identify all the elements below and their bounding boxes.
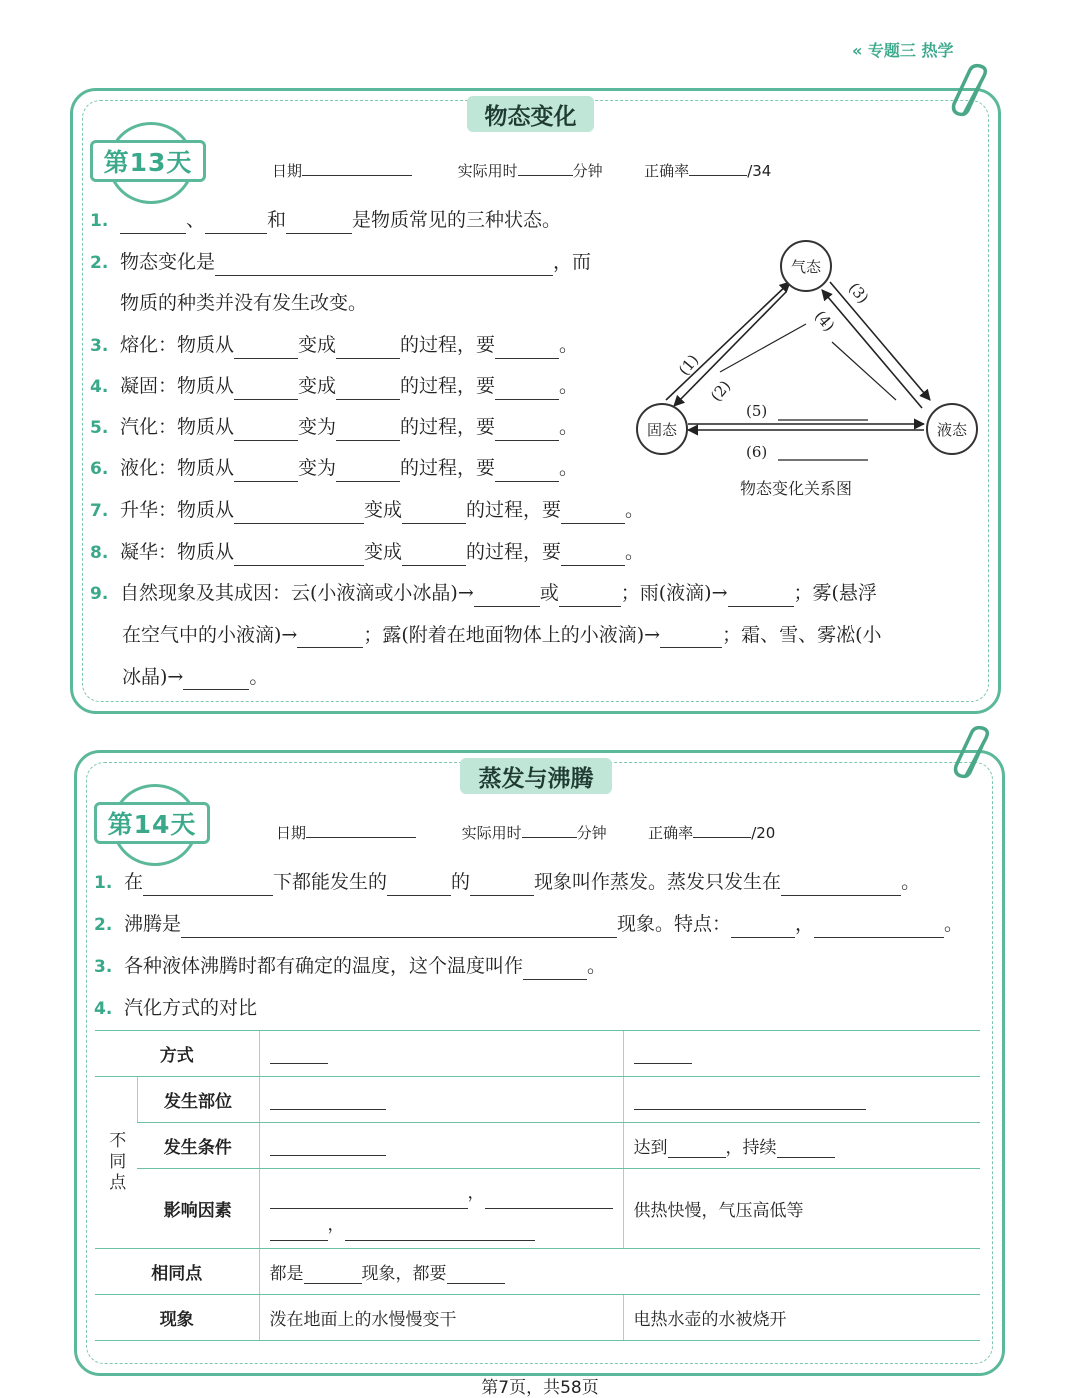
day13-question-4 [90, 373, 578, 400]
day13-time-unit: 分钟 [572, 162, 603, 180]
row-label-factors: 影响因素 [137, 1169, 259, 1249]
answer-blank[interactable] [561, 545, 625, 566]
row-label-same: 相同点 [95, 1249, 259, 1295]
question-text: 的过程，要 [400, 375, 496, 397]
question-number: 1. [90, 211, 109, 231]
group-label-differences [95, 1077, 137, 1249]
answer-blank[interactable] [777, 1139, 835, 1158]
table-row [95, 1295, 980, 1341]
question-text: 的过程，要 [400, 334, 496, 356]
day14-badge-label: 第14天 [94, 802, 210, 844]
question-text: 下都能发生的 [273, 871, 388, 893]
question-text: 的 [451, 871, 471, 893]
day13-question-3 [90, 332, 578, 359]
day13-question-9-line2 [122, 622, 882, 648]
answer-blank[interactable] [215, 255, 553, 276]
question-text: 变为 [298, 457, 337, 479]
day13-date-blank[interactable] [302, 160, 412, 176]
answer-blank[interactable] [559, 586, 621, 607]
question-text: 的过程，要 [400, 457, 496, 479]
table-cell: 供热快慢，气压高低等 [623, 1169, 980, 1249]
day14-accuracy-total: /20 [751, 824, 776, 842]
group-label-text: 不同点 [105, 1131, 126, 1194]
question-text: 的过程，要 [466, 541, 562, 563]
answer-blank[interactable] [336, 338, 400, 359]
row-label-condition: 发生条件 [137, 1123, 259, 1169]
day14-title: 蒸发与沸腾 [460, 758, 612, 794]
answer-blank[interactable] [447, 1265, 505, 1284]
answer-blank[interactable] [205, 213, 267, 234]
question-text: 在 [124, 871, 144, 893]
answer-blank[interactable] [297, 627, 363, 648]
answer-blank[interactable] [270, 1137, 386, 1156]
question-number: 3. [94, 957, 113, 977]
arrow-label-5: (5) [746, 402, 768, 420]
answer-blank[interactable] [270, 1045, 328, 1064]
phase-change-diagram [628, 240, 978, 510]
question-text: 各种液体沸腾时都有确定的温度，这个温度叫作 [124, 955, 524, 977]
answer-blank[interactable] [234, 545, 364, 566]
question-text: 。 [559, 334, 579, 356]
question-text: 。 [944, 913, 964, 935]
question-number: 8. [90, 543, 109, 563]
answer-blank[interactable] [286, 213, 352, 234]
answer-blank[interactable] [728, 586, 794, 607]
table-row [95, 1031, 980, 1077]
header-topic: « 专题三 热学 [852, 41, 954, 60]
node-liquid: 液态 [926, 403, 978, 455]
question-text: 现象叫作蒸发。蒸发只发生在 [534, 871, 782, 893]
day13-date-label: 日期 [272, 162, 303, 180]
question-text: ；雾(悬浮 [793, 582, 877, 604]
question-number: 5. [90, 418, 109, 438]
node-gas: 气态 [780, 240, 832, 292]
answer-blank[interactable] [495, 461, 559, 482]
answer-blank[interactable] [336, 420, 400, 441]
question-text: 。 [249, 666, 269, 688]
question-text: 沸腾是 [124, 913, 182, 935]
answer-blank[interactable] [270, 1091, 386, 1110]
table-row [95, 1169, 980, 1249]
question-text: 汽化：物质从 [120, 416, 235, 438]
answer-blank[interactable] [270, 1190, 468, 1209]
answer-blank[interactable] [470, 875, 534, 896]
day13-badge-label: 第13天 [90, 140, 206, 182]
answer-blank[interactable] [731, 917, 795, 938]
question-text: ， [795, 913, 815, 935]
answer-blank[interactable] [814, 917, 944, 938]
day14-time-unit: 分钟 [576, 824, 607, 842]
row-label-location: 发生部位 [137, 1077, 259, 1123]
answer-blank[interactable] [181, 917, 617, 938]
question-text: 。 [625, 499, 645, 521]
answer-blank[interactable] [234, 420, 298, 441]
answer-blank[interactable] [474, 586, 540, 607]
day13-time-label: 实际用时 [457, 162, 518, 180]
answer-blank[interactable] [660, 627, 722, 648]
day14-badge [94, 786, 212, 858]
day13-question-2 [90, 249, 591, 276]
answer-blank[interactable] [781, 875, 901, 896]
question-text: 。 [587, 955, 607, 977]
day14-date-label: 日期 [276, 824, 307, 842]
cell-text: ，持续 [725, 1138, 777, 1158]
node-solid: 固态 [636, 403, 688, 455]
question-text: 变为 [298, 416, 337, 438]
answer-blank[interactable] [345, 1222, 535, 1241]
table-row [95, 1123, 980, 1169]
day13-accuracy-label: 正确率 [644, 162, 690, 180]
question-text: 。 [559, 416, 579, 438]
question-number: 6. [90, 459, 109, 479]
day14-time-label: 实际用时 [461, 824, 522, 842]
paperclip-icon [950, 62, 994, 122]
day14-question-3 [94, 953, 606, 980]
answer-blank[interactable] [495, 420, 559, 441]
day13-question-2-line2: 物质的种类并没有发生改变。 [120, 292, 368, 314]
day14-question-4 [94, 995, 257, 1022]
question-text: 变成 [364, 499, 403, 521]
question-text: 现象。特点： [617, 913, 732, 935]
answer-blank[interactable] [485, 1190, 613, 1209]
question-number: 9. [90, 584, 109, 604]
answer-blank[interactable] [402, 545, 466, 566]
question-text: 或 [539, 582, 559, 604]
question-text: ，而 [553, 251, 592, 273]
answer-blank[interactable] [183, 669, 249, 690]
answer-blank[interactable] [495, 338, 559, 359]
question-text: 熔化：物质从 [120, 334, 235, 356]
day13-question-5 [90, 414, 578, 441]
question-number: 1. [94, 873, 113, 893]
question-text: 凝固：物质从 [120, 375, 235, 397]
cell-text: ， [327, 1214, 345, 1235]
table-row [95, 1249, 980, 1295]
question-text: 凝华：物质从 [120, 541, 235, 563]
answer-blank[interactable] [634, 1045, 692, 1064]
question-text: 。 [559, 457, 579, 479]
question-number: 3. [90, 336, 109, 356]
question-number: 2. [94, 915, 113, 935]
question-text: 冰晶)→ [122, 666, 184, 688]
day14-date-blank[interactable] [306, 822, 416, 838]
vaporization-comparison-table [95, 1030, 980, 1341]
question-text: 是物质常见的三种状态。 [352, 209, 562, 231]
row-label-method: 方式 [95, 1031, 259, 1077]
day14-question-1 [94, 869, 920, 896]
day14-time-blank[interactable] [522, 822, 577, 838]
day13-time-blank[interactable] [518, 160, 573, 176]
day13-accuracy-blank[interactable] [689, 160, 747, 176]
table-cell [623, 1077, 980, 1123]
cell-text: 达到 [633, 1138, 668, 1158]
day14-meta-row [276, 822, 775, 843]
arrow-label-1: (1) [674, 351, 703, 379]
question-text: 。 [625, 541, 645, 563]
answer-blank[interactable] [668, 1139, 726, 1158]
question-text: 在空气中的小液滴)→ [122, 624, 298, 646]
day14-accuracy-blank[interactable] [693, 822, 751, 838]
question-text: 升华：物质从 [120, 499, 235, 521]
table-row [95, 1077, 980, 1123]
table-cell [259, 1077, 623, 1123]
table-cell [623, 1031, 980, 1077]
answer-blank[interactable] [387, 875, 451, 896]
table-cell: 泼在地面上的水慢慢变干 [259, 1295, 623, 1341]
answer-blank[interactable] [270, 1222, 328, 1241]
question-number: 4. [94, 999, 113, 1019]
question-text: ；雨(液滴)→ [620, 582, 728, 604]
day13-badge [90, 124, 208, 196]
arrow-label-3: (3) [844, 279, 873, 307]
answer-blank[interactable] [336, 461, 400, 482]
question-text: 的过程，要 [466, 499, 562, 521]
day13-question-9-line3 [122, 664, 268, 690]
answer-blank[interactable] [634, 1091, 866, 1110]
question-text: 变成 [364, 541, 403, 563]
question-text: ；霜、雪、雾凇(小 [722, 624, 882, 646]
question-number: 2. [90, 253, 109, 273]
answer-blank[interactable] [495, 379, 559, 400]
day14-accuracy-label: 正确率 [648, 824, 694, 842]
cell-text: 都是 [269, 1264, 304, 1284]
arrow-label-2: (2) [706, 377, 735, 405]
answer-blank[interactable] [234, 503, 364, 524]
question-number: 4. [90, 377, 109, 397]
day13-question-9 [90, 580, 877, 607]
question-text: 和 [267, 209, 287, 231]
answer-blank[interactable] [561, 503, 625, 524]
question-text: 物态变化是 [120, 251, 216, 273]
paperclip-icon [952, 724, 996, 784]
question-text: 自然现象及其成因：云(小液滴或小冰晶)→ [120, 582, 474, 604]
day13-accuracy-total: /34 [747, 162, 772, 180]
table-cell [259, 1169, 623, 1249]
day13-title: 物态变化 [467, 96, 594, 132]
answer-blank[interactable] [304, 1265, 362, 1284]
question-text: 的过程，要 [400, 416, 496, 438]
arrow-label-6: (6) [746, 443, 768, 461]
answer-blank[interactable] [336, 379, 400, 400]
question-text: 。 [901, 871, 921, 893]
answer-blank[interactable] [523, 959, 587, 980]
question-text: 。 [559, 375, 579, 397]
question-text: 变成 [298, 334, 337, 356]
table-cell [259, 1031, 623, 1077]
question-number: 7. [90, 501, 109, 521]
cell-text: 现象，都要 [361, 1264, 447, 1284]
arrow-label-4: (4) [810, 307, 839, 335]
diagram-caption: 物态变化关系图 [740, 479, 853, 498]
day13-question-8 [90, 539, 644, 566]
day13-question-6 [90, 455, 578, 482]
question-text: 液化：物质从 [120, 457, 235, 479]
day13-question-7 [90, 497, 644, 524]
question-text: 汽化方式的对比 [124, 997, 258, 1019]
answer-blank[interactable] [402, 503, 466, 524]
row-label-phenomenon: 现象 [95, 1295, 259, 1341]
question-text: 变成 [298, 375, 337, 397]
question-text: 、 [186, 209, 206, 231]
day13-meta-row [272, 160, 771, 181]
answer-blank[interactable] [234, 379, 298, 400]
answer-blank[interactable] [143, 875, 273, 896]
answer-blank[interactable] [234, 461, 298, 482]
answer-blank[interactable] [234, 338, 298, 359]
table-cell [259, 1249, 980, 1295]
day14-question-2 [94, 911, 963, 938]
table-cell [623, 1123, 980, 1169]
table-cell [259, 1123, 623, 1169]
table-cell: 电热水壶的水被烧开 [623, 1295, 980, 1341]
question-text: ；露(附着在地面物体上的小液滴)→ [363, 624, 661, 646]
page-footer: 第7页，共58页 [481, 1378, 599, 1398]
cell-text: ， [467, 1182, 485, 1203]
day13-question-1 [90, 207, 561, 234]
answer-blank[interactable] [120, 213, 186, 234]
